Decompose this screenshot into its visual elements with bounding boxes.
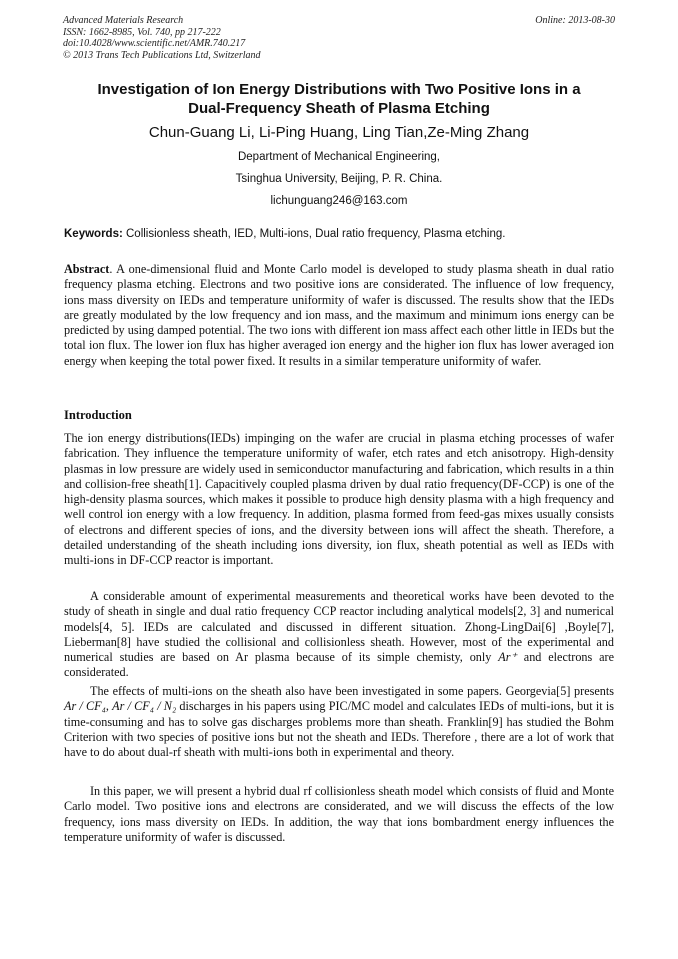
intro-paragraph-4: In this paper, we will present a hybrid dual rf collisionless sheath model which consists of fluid and Monte Carlo model. Two positive ions and electrons are considerated, and we will discuss the effects of the low frequency, ions mass diversity on IEDs. In addition, the way that ions bombardment energy influences the temperature uniformity of wafer is discussed. <box>64 784 614 844</box>
p3-text-b: discharges in his papers using PIC/MC model and calculates IEDs of multi-ions, but it is time-consuming and has to solve gas discharges problems more than sheath. Franklin[9] has studied the Bohm Criterion with two species of positive ions but not the sheath and IEDs. Therefore , there are a lot of work that have to do about dual-rf sheath with multi-ions both in experimental and theory. <box>64 699 615 760</box>
author-email[interactable]: lichunguang246@163.com <box>270 195 408 207</box>
keywords-text: Collisionless sheath, IED, Multi-ions, Dual ratio frequency, Plasma etching. <box>126 228 506 240</box>
author-list: Chun-Guang Li, Li-Ping Huang, Ling Tian,Ze-Ming Zhang <box>148 124 530 141</box>
p2-text-a: A considerable amount of experimental measurements and theoretical works have been devoted to the study of sheath in single and dual ratio frequency CCP reactor including analytical models[2, 3] and numerical models[4, 5]. IEDs are calculated and discussed in different situation. Zhong-LingDai[6] ,Boyle[7], Lieberman[8] have studied the collisional and collisionless sheath. However, most of the experimental and numerical studies are based on Ar plasma because of its simple chemisty, only <box>64 589 614 665</box>
title-line-1: Investigation of Ion Energy Distributions with Two Positive Ions in a <box>97 81 581 98</box>
section-heading-introduction: Introduction <box>64 408 132 422</box>
paper-title <box>64 80 614 118</box>
intro-paragraph-3 <box>64 684 614 760</box>
abstract <box>64 262 614 369</box>
abstract-text: . A one-dimensional fluid and Monte Carlo model is developed to study plasma sheath in dual ratio frequency plasma etching. Electrons and two positive ions are considerated. The influence of low frequency, ions mass diversity on IEDs and temperature uniformity of wafer is discussed. The results show that the IEDs are greatly modulated by the low frequency and ion mass, and the maximum and minimum ions energy can be predicted by using damped potential. The two ions with different ion mass affect each other little in IEDs but the total ion flux. The lower ion flux has higher averaged ion energy and the higher ion flux has lower averaged ion energy when keeping the total power fixed. It results in a similar temperature uniformity of wafer. <box>64 262 614 368</box>
doi-line: doi:10.4028/www.scientific.net/AMR.740.217 <box>63 38 246 49</box>
affiliation-department: Department of Mechanical Engineering, <box>237 151 440 163</box>
journal-name: Advanced Materials Research <box>63 15 184 26</box>
keywords-label: Keywords: <box>64 228 123 240</box>
ar-cf4-formula: Ar / CF₄ <box>64 699 106 714</box>
intro-paragraph-1: The ion energy distributions(IEDs) impinging on the wafer are crucial in plasma etching processes of wafer fabrication. They influence the temperature uniformity of wafer, etch rates and etch anisotropy. High-density plasmas in low pressure are widely used in semiconductor manufacturing and fabrication, which results in a thin and collision-free sheath[1]. Capacitively coupled plasma driven by dual ratio frequency(DF-CCP) is one of the high-density plasma sources, which makes it possible to produce high density plasma with a high frequency and well control ion energy with a low frequency. In addition, plasma formed from feed-gas mixes usually consists of electrons and different species of ions, and the diversity between ions will affect the sheath. Therefore, a detailed understanding of the sheath including ions diversity, ion flux, sheath potential as well as IEDs with multi-ions in DF-CCP reactor is important. <box>64 431 614 568</box>
formula-comma: , <box>105 699 109 714</box>
issn-line: ISSN: 1662-8985, Vol. 740, pp 217-222 <box>63 26 221 38</box>
ar-cf4-n2-formula: Ar / CF₄ / N₂ <box>112 699 177 714</box>
abstract-label: Abstract <box>64 262 110 276</box>
p3-text-a: The effects of multi-ions on the sheath also have been investigated in some papers. Georgevia[5] presents <box>90 684 614 698</box>
online-date: Online: 2013-08-30 <box>535 15 615 26</box>
affiliation-university: Tsinghua University, Beijing, P. R. China. <box>235 173 443 185</box>
title-line-2: Dual-Frequency Sheath of Plasma Etching <box>188 100 490 117</box>
ar-ion-formula: Ar⁺ <box>498 650 517 665</box>
intro-paragraph-2 <box>64 589 614 681</box>
copyright-line: © 2013 Trans Tech Publications Ltd, Switzerland <box>63 49 261 61</box>
journal-header <box>63 15 615 61</box>
p2-text-b: and electrons are considerated. <box>64 650 615 680</box>
keywords <box>64 227 616 241</box>
